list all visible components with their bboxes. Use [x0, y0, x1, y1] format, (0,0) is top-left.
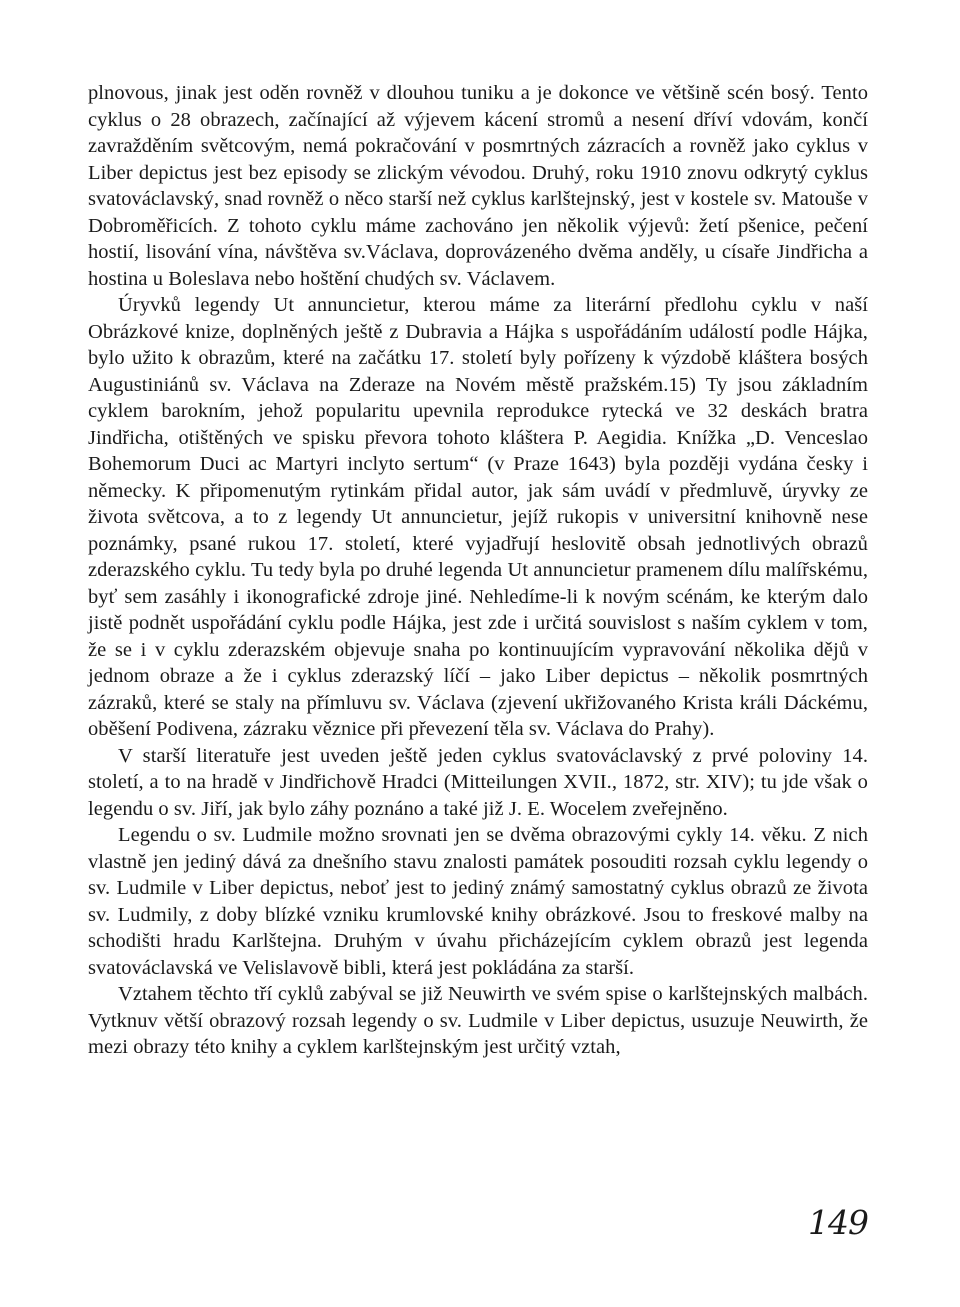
page-number: 149: [808, 1203, 868, 1242]
paragraph-1: plnovous, jinak jest oděn rovněž v dlouhou tuniku a je dokonce ve většině scén bosý. Tento cyklus o 28 obrazech, začínající až výjevem kácení stromů a nesení dříví vdovám, končí zavražděním světcovým, nemá pokračování v posmrtných zázracích a rovněž jako cyklus v Liber depictus jest bez episody se zlickým vévodou. Druhý, roku 1910 znovu odkrytý cyklus svatováclavský, snad rovněž o něco starší než cyklus karlštejnský, jest v kostele sv. Matouše v Dobroměřicích. Z tohoto cyklu máme zachováno jen několik výjevů: žetí pšenice, pečení hostií, lisování vína, návštěva sv.Václava, doprovázeného dvěma anděly, u císaře Jindřicha a hostina u Boleslava nebo hoštění chudých sv. Václavem.: [88, 82, 868, 290]
paragraph-2: Úryvků legendy Ut annuncietur, kterou máme za literární předlohu cyklu v naší Obrázkové knize, doplněných ještě z Dubravia a Hájka s uspořádáním událostí podle Hájka, bylo užito k obrazům, které na začátku 17. století byly pořízeny k výzdobě kláštera bosých Augustiniánů sv. Václava na Zderaze na Novém městě pražském.15) Ty jsou základním cyklem barokním, jehož popularitu upevnila reprodukce rytecká ve 32 deskách bratra Jindřicha, otištěných ve spisku převora tohoto kláštera P. Aegidia. Knížka „D. Venceslao Bohemorum Duci ac Martyri inclyto sertum“ (v Praze 1643) byla později vydána česky i německy. K připomenutým rytinkám přidal autor, jak sám uvádí v předmluvě, úryvky ze života světcova, a to z legendy Ut annuncietur, jejíž rukopis v universitní knihovně nese poznámky, psané rukou 17. století, které vyjadřují heslovitě obsah jednotlivých obrazů zderazského cyklu. Tu tedy byla po druhé legenda Ut annuncietur pramenem dílu malířskému, byť sem zasáhly i ikonografické zdroje jiné. Nehledíme-li k novým scénám, ke kterým dalo jistě podnět uspořádání cyklu podle Hájka, jest zde i určitá souvislost s naším cyklem v tom, že se i v cyklu zderazském objevuje snaha po kontinuujícím vypravování několika dějů v jednom obraze a že i cyklus zderazský líčí – jako Liber depictus – několik posmrtných zázraků, které se staly na přímluvu sv. Václava (zjevení ukřižovaného Krista králi Dáckému, oběšení Podivena, zázraku věznice při převezení těla sv. Václava do Prahy).: [88, 294, 868, 740]
paragraph-4: Legendu o sv. Ludmile možno srovnati jen se dvěma obrazovými cykly 14. věku. Z nich vlastně jen jediný dává za dnešního stavu znalosti památek posouditi rozsah cyklu legendy o sv. Ludmile v Liber depictus, neboť jest to jediný známý samostatný cyklus obrazů ze života sv. Ludmily, z doby blízké vzniku krumlovské knihy obrázkové. Jsou to freskové malby na schodišti hradu Karlštejna. Druhým v úvahu přicházejícím cyklem obrazů jest legenda svatováclavská ve Velislavově bibli, která jest pokládána za starší.: [88, 824, 868, 979]
page-body: [88, 80, 868, 1061]
paragraph-5: Vztahem těchto tří cyklů zabýval se již Neuwirth ve svém spise o karlštejnských malbách. Vytknuv větší obrazový rozsah legendy o sv. Ludmile v Liber depictus, usuzuje Neuwirth, že mezi obrazy této knihy a cyklem karlštejnským jest určitý vztah,: [88, 983, 868, 1058]
paragraph-3: V starší literatuře jest uveden ještě jeden cyklus svatováclavský z prvé poloviny 14. století, a to na hradě v Jindřichově Hradci (Mitteilungen XVII., 1872, str. XIV); tu jde však o legendu o sv. Jiří, jak bylo záhy poznáno a také již J. E. Wocelem zveřejněno.: [88, 744, 868, 820]
